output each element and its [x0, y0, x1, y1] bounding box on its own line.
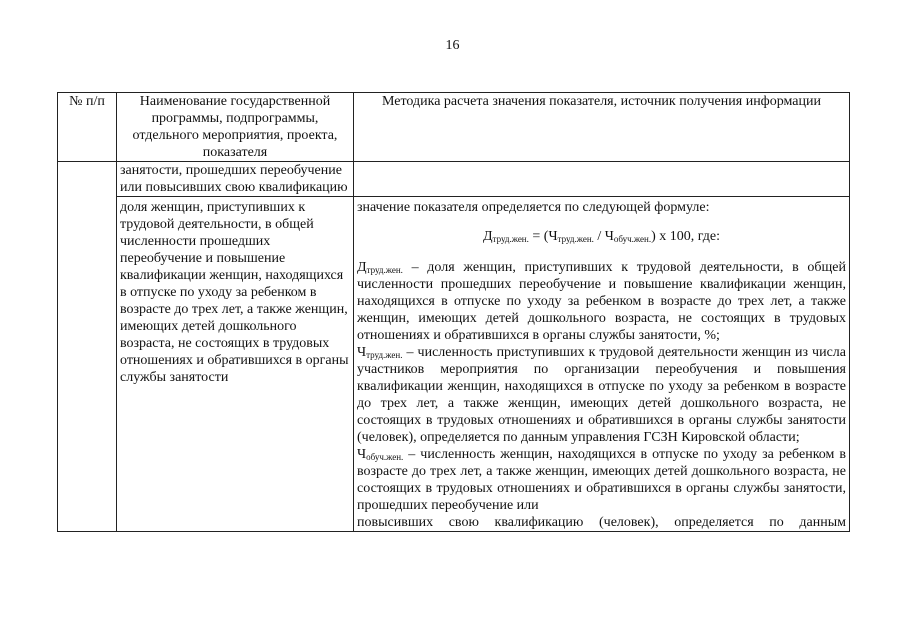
row-name-cell: занятости, прошедших переобучение или повысивших свою квалификацию	[117, 162, 354, 197]
header-name: Наименование государственной программы, подпрограммы, отдельного мероприятия, проекта, показателя	[117, 93, 354, 162]
table-row	[58, 197, 850, 532]
row-method-cell	[354, 162, 850, 197]
page-number: 16	[445, 38, 460, 53]
formula: $Д_{труд.жен.} = (Ч_{труд.жен.} / Ч_{обуч.жен.})$ x 100, где:	[482, 229, 721, 244]
definition-d: $Д_{труд.жен.}$ – доля женщин, приступивших к трудовой деятельности, в общей численности прошедших переобучение и повышение квалификации женщин, находящихся в отпуске по уходу за ребенком в возрасте до трех лет, а также женщин, имеющих детей дошкольного возраста, не состоящих в трудовых отношениях и обратившихся в органы службы занятости, %;	[357, 260, 846, 343]
definition-ch-trud: $Ч_{труд.жен.}$ – численность приступивших к трудовой деятельности женщин из числа участников мероприятия по организации переобучения и повышения квалификации женщин, находящихся в отпуске по уходу за ребенком в возрасте до трех лет, а также женщин, имеющих детей дошкольного возраста, не состоящих в трудовых отношениях и обратившихся в органы службы занятости (человек), определяется по данным управления ГСЗН Кировской области;	[357, 345, 846, 445]
row-number-cell	[58, 162, 117, 532]
table-row	[58, 162, 850, 197]
definition-ch-obuch: $Ч_{обуч.жен.}$ – численность женщин, находящихся в отпуске по уходу за ребенком в возрасте до трех лет, а также женщин, имеющих детей дошкольного возраста, не состоящих в трудовых отношениях и обратившихся в органы службы занятости, прошедших переобучение или	[357, 447, 846, 513]
indicator-table	[57, 92, 850, 532]
formula-intro: значение показателя определяется по следующей формуле:	[357, 200, 710, 215]
definition-continued-line: повысивших свою квалификацию (человек), определяется по данным	[357, 515, 846, 530]
table-header-row	[58, 93, 850, 162]
indicator-name-cell: доля женщин, приступивших к трудовой деятельности, в общей численности прошедших переобучение и повышение квалификации женщин, находящихся в отпуске по уходу за ребенком в возрасте до трех лет, а также женщин, имеющих детей дошкольного возраста, не состоящих в трудовых отношениях и обратившихся в органы службы занятости	[117, 197, 354, 532]
indicator-method-cell	[354, 197, 850, 532]
header-method: Методика расчета значения показателя, источник получения информации	[354, 93, 850, 162]
header-number: № п/п	[58, 93, 117, 162]
